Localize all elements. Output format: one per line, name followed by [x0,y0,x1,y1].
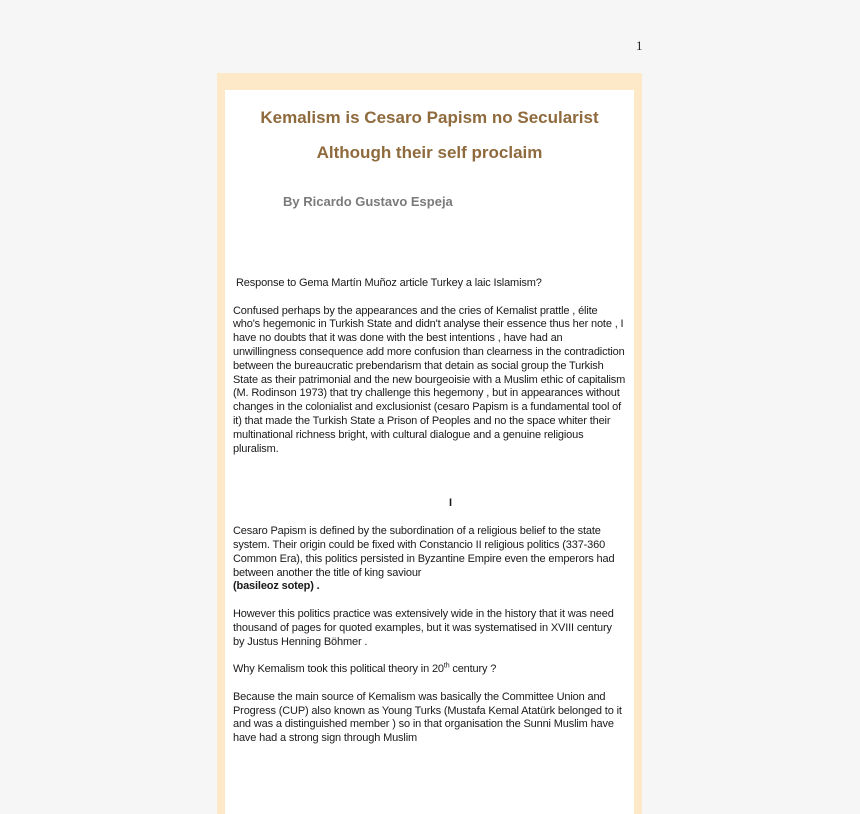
paragraph-because: Because the main source of Kemalism was basically the Committee Union and Progress (CUP) also known as Young Turks (Mustafa Kemal Atatürk belonged to it and was a distinguished member ) so in that organisation the Sunni Muslim have have had a strong sign through Muslim [233,690,622,745]
response-line: Response to Gema Martín Muñoz article Turkey a laic Islamism? [236,277,542,289]
basileoz-sotep-term: (basileoz sotep) . [233,580,320,593]
question-line [233,663,626,677]
document-author: By Ricardo Gustavo Espeja [283,194,453,209]
document-sheet[interactable] [225,90,634,814]
page-frame [217,73,642,814]
paragraph-cesaro-papism [233,525,626,594]
page-number: 1 [636,38,643,53]
document-title-line2: Although their self proclaim [316,143,543,162]
question-text: Why Kemalism took this political theory in 20 [233,663,444,676]
document-title-line1: Kemalism is Cesaro Papism no Secularist [260,108,599,127]
paragraph-cesaro-papism-text: Cesaro Papism is defined by the subordination of a religious belief to the state system. Their origin could be fixed with Constancio II religious politics (337-360 Common Era), this politics persisted in Byzantine Empire even the emperors had between another the title of king saviour [233,525,615,579]
paragraph-history: However this politics practice was extensively wide in the history that it was need thousand of pages for quoted examples, but it was systematised in XVIII century by Justus Henning Böhmer . [233,607,614,648]
question-superscript: th [443,662,450,670]
paragraph-intro: Confused perhaps by the appearances and the cries of Kemalist prattle , élite who's hegemonic in Turkish State and didn't analyse their essence thus her note , I have no doubts that it was done with the best intentions , have had an unwillingness consequence add more confusion than clearness in the contradiction between the bureaucratic prebendarism that detain as social group the Turkish State as their patrimonial and the new bourgeoisie with a Muslim ethic of capitalism (M. Rodinson 1973) that try challenge this hegemony , but in appearances without changes in the colonialist and exclusionist (cesaro Papism is a fundamental tool of it) that made the Turkish State a Prison of Peoples and no the space whiter their multinational richness bright, with cultural dialogue and a genuine religious pluralism. [233,304,626,455]
section-numeral: I [448,497,453,510]
question-text-end: century ? [449,663,497,676]
